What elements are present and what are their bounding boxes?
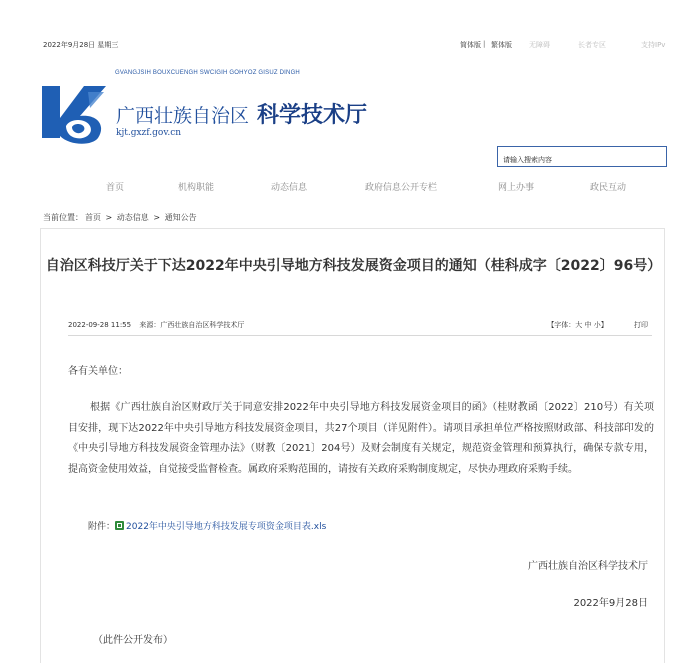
article-title: 自治区科技厅关于下达2022年中央引导地方科技发展资金项目的通知（桂科成字〔2022〕96号）: [45, 258, 662, 274]
nav-item-home[interactable]: 首页: [106, 183, 125, 193]
nav-item-interaction[interactable]: 政民互动: [590, 183, 627, 193]
nav-item-functions[interactable]: 机构职能: [178, 183, 215, 193]
public-release-note: （此件公开发布）: [93, 635, 173, 646]
breadcrumb-notice[interactable]: 通知公告: [164, 213, 197, 222]
search-box: [497, 146, 667, 167]
traditional-chinese-link[interactable]: 繁体版: [491, 41, 512, 49]
accessibility-link[interactable]: 无障碍: [529, 41, 550, 49]
main-nav: [0, 180, 700, 196]
article-panel: [40, 228, 665, 663]
signature-date: 2022年9月28日: [573, 598, 648, 609]
signature-organization: 广西壮族自治区科学技术厅: [528, 561, 648, 572]
attachment-link[interactable]: 2022年中央引导地方科技发展专项资金项目表.xls: [126, 522, 327, 532]
breadcrumb-home[interactable]: 首页: [85, 213, 101, 222]
logo-region: 广西壮族自治区: [116, 105, 250, 127]
nav-item-online-service[interactable]: 网上办事: [498, 183, 535, 193]
article-meta: [68, 320, 244, 330]
article-salutation: 各有关单位：: [68, 366, 128, 377]
font-size-switcher[interactable]: 【字体：大 中 小】: [547, 321, 608, 329]
meta-divider: [68, 335, 652, 336]
logo-url: kjt.gxzf.gov.cn: [116, 128, 182, 138]
article-tools: [547, 320, 648, 330]
nav-item-disclosure[interactable]: 政府信息公开专栏: [365, 183, 438, 193]
article-datetime: 2022-09-28 11:55: [68, 321, 132, 329]
search-input[interactable]: [498, 151, 666, 170]
breadcrumb-news[interactable]: 动态信息: [116, 213, 149, 222]
attachment-row: [88, 519, 326, 532]
excel-file-icon: [115, 521, 124, 530]
nav-item-news[interactable]: 动态信息: [271, 183, 308, 193]
logo-english-name: GVANGJSIH BOUXCUENGH SWCIGIH GOHYOZ GISUZ DINGH: [115, 70, 300, 76]
print-link[interactable]: 打印: [634, 321, 648, 329]
breadcrumb-separator: >: [153, 213, 161, 222]
logo-chinese-name: [116, 98, 367, 129]
simplified-chinese-link[interactable]: 简体版: [460, 41, 481, 49]
breadcrumb: [43, 212, 199, 223]
lang-separator: |: [483, 40, 486, 48]
current-date: 2022年9月28日 星期三: [43, 41, 119, 49]
attachment-label: 附件：: [88, 522, 116, 532]
article-source: 来源：广西壮族自治区科学技术厅: [139, 321, 245, 329]
logo-department: 科学技术厅: [257, 102, 368, 128]
elder-zone-link[interactable]: 长者专区: [578, 41, 606, 49]
article-body: 根据《广西壮族自治区财政厅关于同意安排2022年中央引导地方科技发展资金项目的函》（桂财教函〔2022〕210号）有关项目安排，现下达2022年中央引导地方科技发展资金项目，共27个项目（详见附件）。请项目承担单位严格按照财政部、科技部印发的《中央引导地方科技发展资金管理办法》（财教〔2021〕204号）及财会制度有关规定，规范资金管理和预算执行，确保专款专用，提高资金使用效益，自觉接受监督检查。属政府采购范围的，请按有关政府采购制度规定，尽快办理政府采购手续。: [68, 402, 654, 475]
breadcrumb-prefix: 当前位置：: [43, 213, 83, 222]
ipv6-support-label: 支持IPv: [641, 41, 666, 49]
breadcrumb-separator: >: [105, 213, 113, 222]
